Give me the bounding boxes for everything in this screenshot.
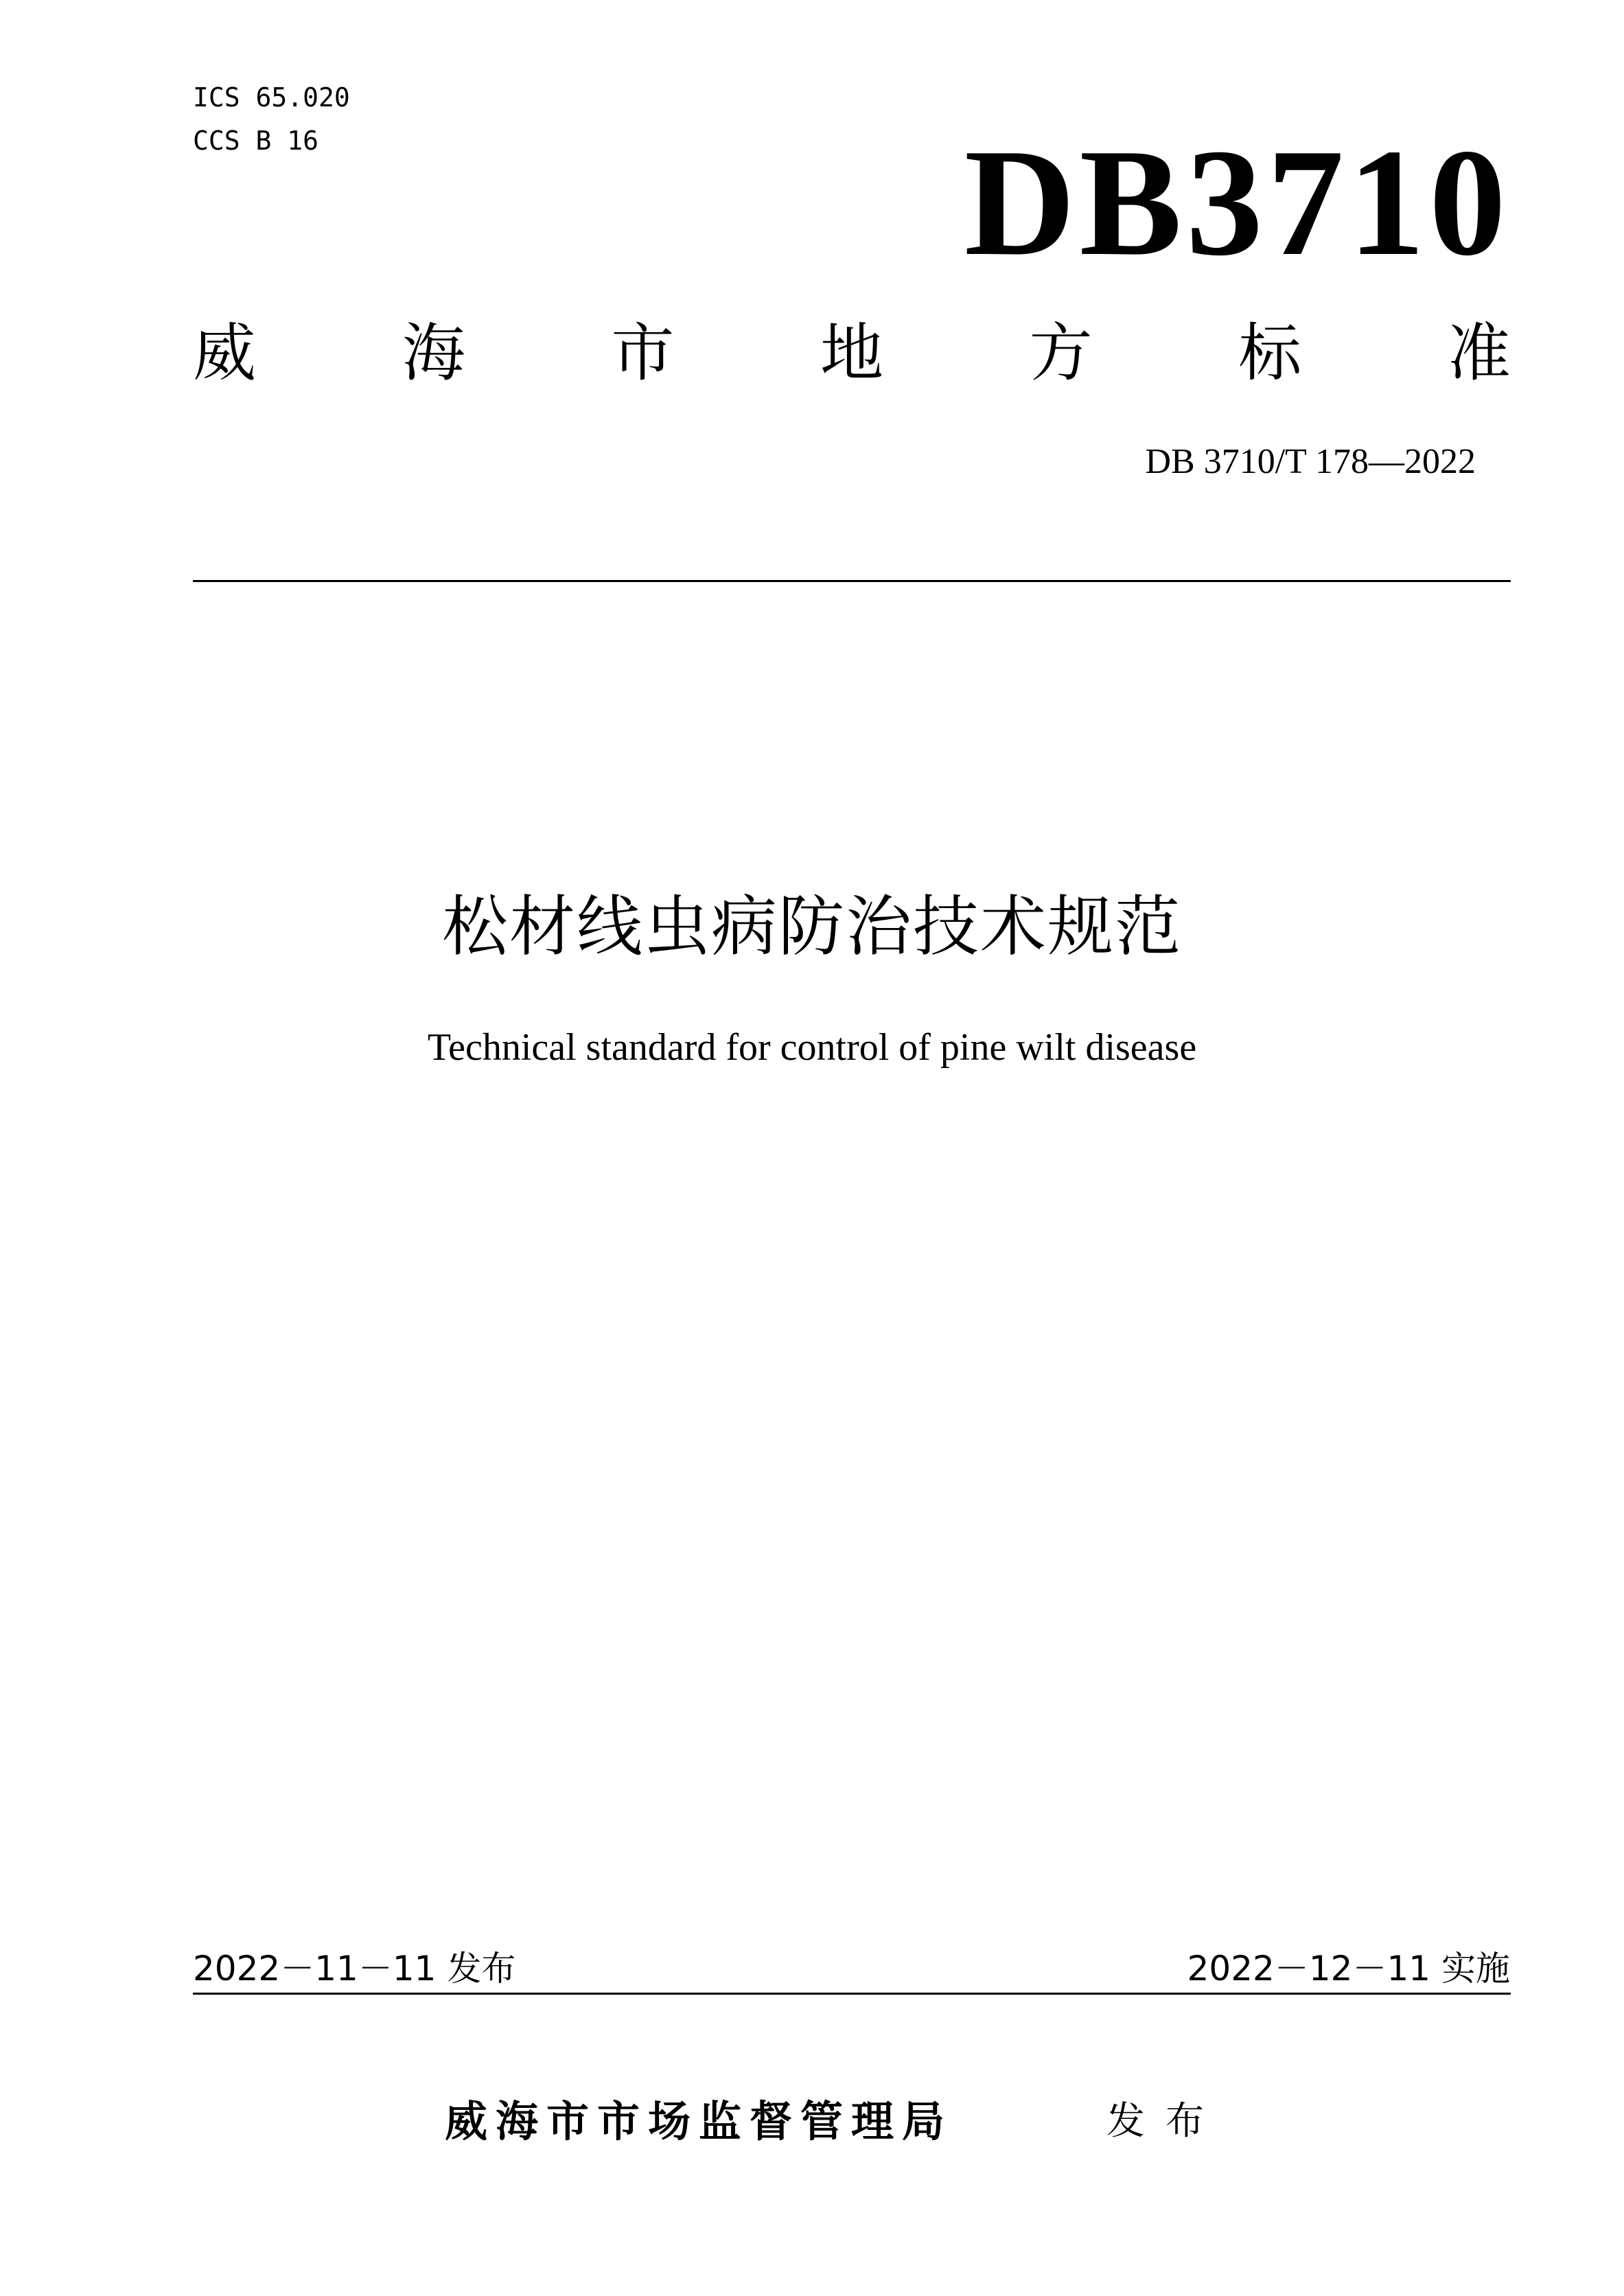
publisher-name: 威海市市场监督管理局: [445, 2096, 953, 2146]
standard-type-char: 方: [1029, 316, 1093, 390]
document-title-zh: 松材线虫病防治技术规范: [442, 888, 1182, 965]
standard-type-char: 市: [611, 316, 675, 390]
standard-type-char: 威: [193, 316, 257, 390]
ics-code: ICS 65.020: [193, 82, 350, 113]
standard-type-heading: [193, 312, 1511, 395]
publish-label: 发布: [1106, 2099, 1225, 2144]
footer-divider: [193, 1993, 1511, 1995]
standard-code-logo: DB3710: [964, 117, 1510, 288]
issue-date: 2022－11－11 发布: [193, 1949, 516, 1988]
standard-type-char: 海: [402, 316, 465, 390]
standard-type-char: 标: [1238, 316, 1302, 390]
ccs-code: CCS B 16: [193, 126, 319, 156]
implementation-date: 2022－12－11 实施: [1187, 1949, 1510, 1988]
standard-number: DB 3710/T 178—2022: [1145, 442, 1476, 481]
standard-type-char: 准: [1447, 316, 1511, 390]
document-title-en: Technical standard for control of pine wilt disease: [427, 1026, 1197, 1069]
standard-type-char: 地: [820, 316, 883, 390]
header-divider: [193, 580, 1511, 582]
